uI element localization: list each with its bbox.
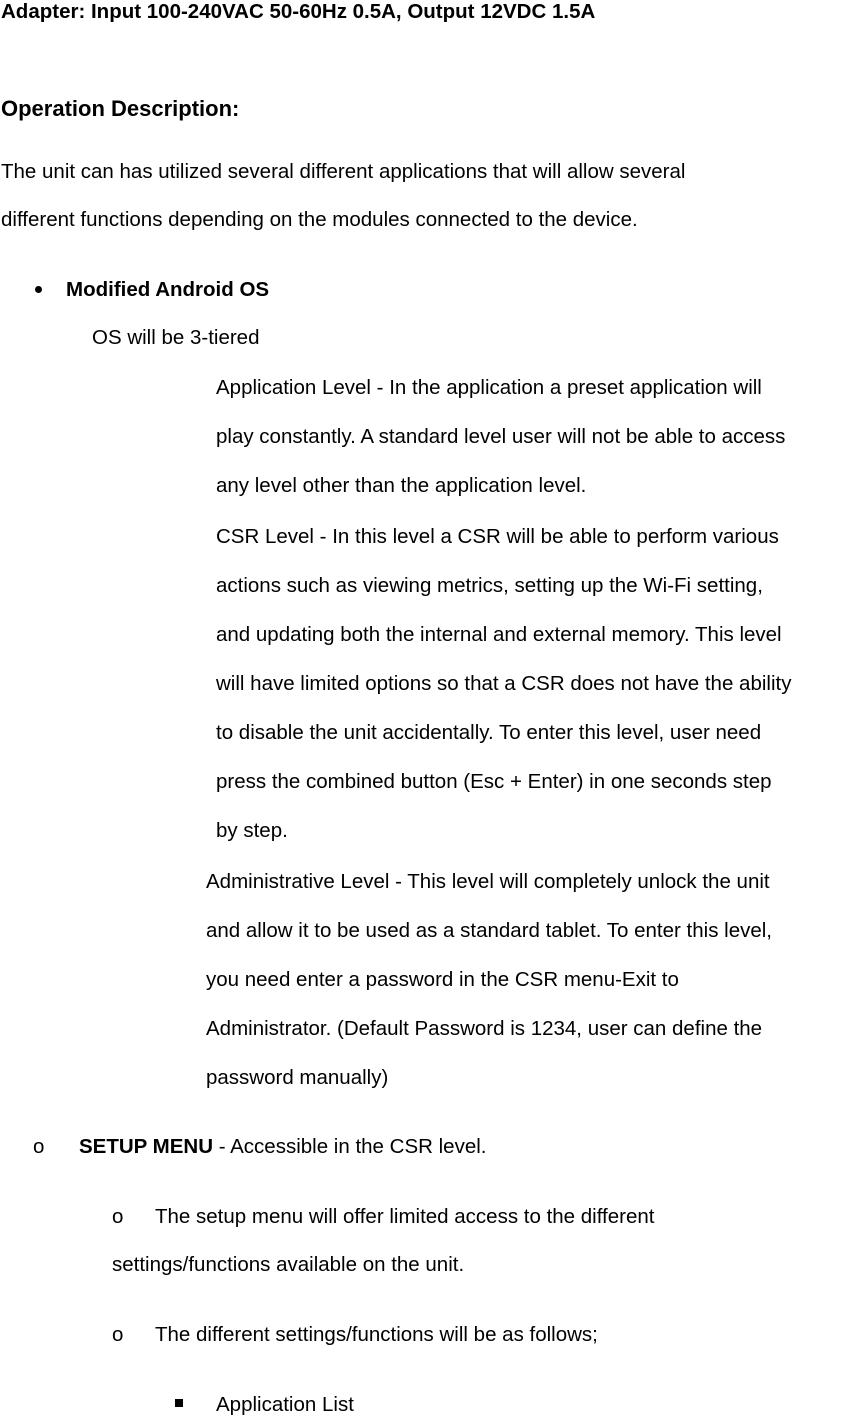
csr-level-line-6: press the combined button (Esc + Enter) in one seconds step xyxy=(216,770,772,793)
setup-item-1-marker: o xyxy=(112,1205,124,1228)
admin-level-line-2: and allow it to be used as a standard tablet. To enter this level, xyxy=(206,919,773,942)
setup-item-2-marker: o xyxy=(112,1323,124,1346)
operation-heading: Operation Description: xyxy=(1,96,240,121)
intro-line-2: different functions depending on the modules connected to the device. xyxy=(1,208,638,231)
setup-menu-title: SETUP MENU xyxy=(79,1135,214,1158)
setup-item-2-line-1: The different settings/functions will be as follows; xyxy=(155,1323,598,1346)
admin-level-line-5: password manually) xyxy=(206,1066,389,1089)
setup-item-1-line-2: settings/functions available on the unit. xyxy=(112,1253,465,1276)
csr-level-line-7: by step. xyxy=(216,819,288,842)
bullet-dot-icon xyxy=(35,286,42,293)
csr-level-line-1: CSR Level - In this level a CSR will be able to perform various xyxy=(216,525,779,548)
app-level-line-3: any level other than the application level. xyxy=(216,474,587,497)
admin-level-line-4: Administrator. (Default Password is 1234, user can define the xyxy=(206,1017,763,1040)
android-os-title: Modified Android OS xyxy=(66,278,270,301)
app-level-line-1: Application Level - In the application a preset application will xyxy=(216,376,762,399)
csr-level-line-5: to disable the unit accidentally. To enter this level, user need xyxy=(216,721,762,744)
csr-level-line-3: and updating both the internal and external memory. This level xyxy=(216,623,782,646)
csr-level-line-4: will have limited options so that a CSR does not have the ability xyxy=(216,672,792,695)
csr-level-line-2: actions such as viewing metrics, setting up the Wi-Fi setting, xyxy=(216,574,763,597)
admin-level-line-3: you need enter a password in the CSR menu-Exit to xyxy=(206,968,679,991)
sub-item-application-list: Application List xyxy=(216,1393,354,1416)
adapter-spec: Adapter: Input 100-240VAC 50-60Hz 0.5A, Output 12VDC 1.5A xyxy=(1,0,596,23)
setup-menu-line xyxy=(79,1135,486,1159)
os-tiered-text: OS will be 3-tiered xyxy=(92,326,260,349)
app-level-line-2: play constantly. A standard level user will not be able to access xyxy=(216,425,786,448)
setup-item-1-line-1: The setup menu will offer limited access to the different xyxy=(155,1205,655,1228)
intro-line-1: The unit can has utilized several different applications that will allow several xyxy=(1,160,686,183)
setup-menu-suffix: - Accessible in the CSR level. xyxy=(213,1135,487,1158)
square-bullet-icon xyxy=(175,1399,183,1407)
setup-menu-marker: o xyxy=(33,1135,45,1158)
admin-level-line-1: Administrative Level - This level will completely unlock the unit xyxy=(206,870,770,893)
